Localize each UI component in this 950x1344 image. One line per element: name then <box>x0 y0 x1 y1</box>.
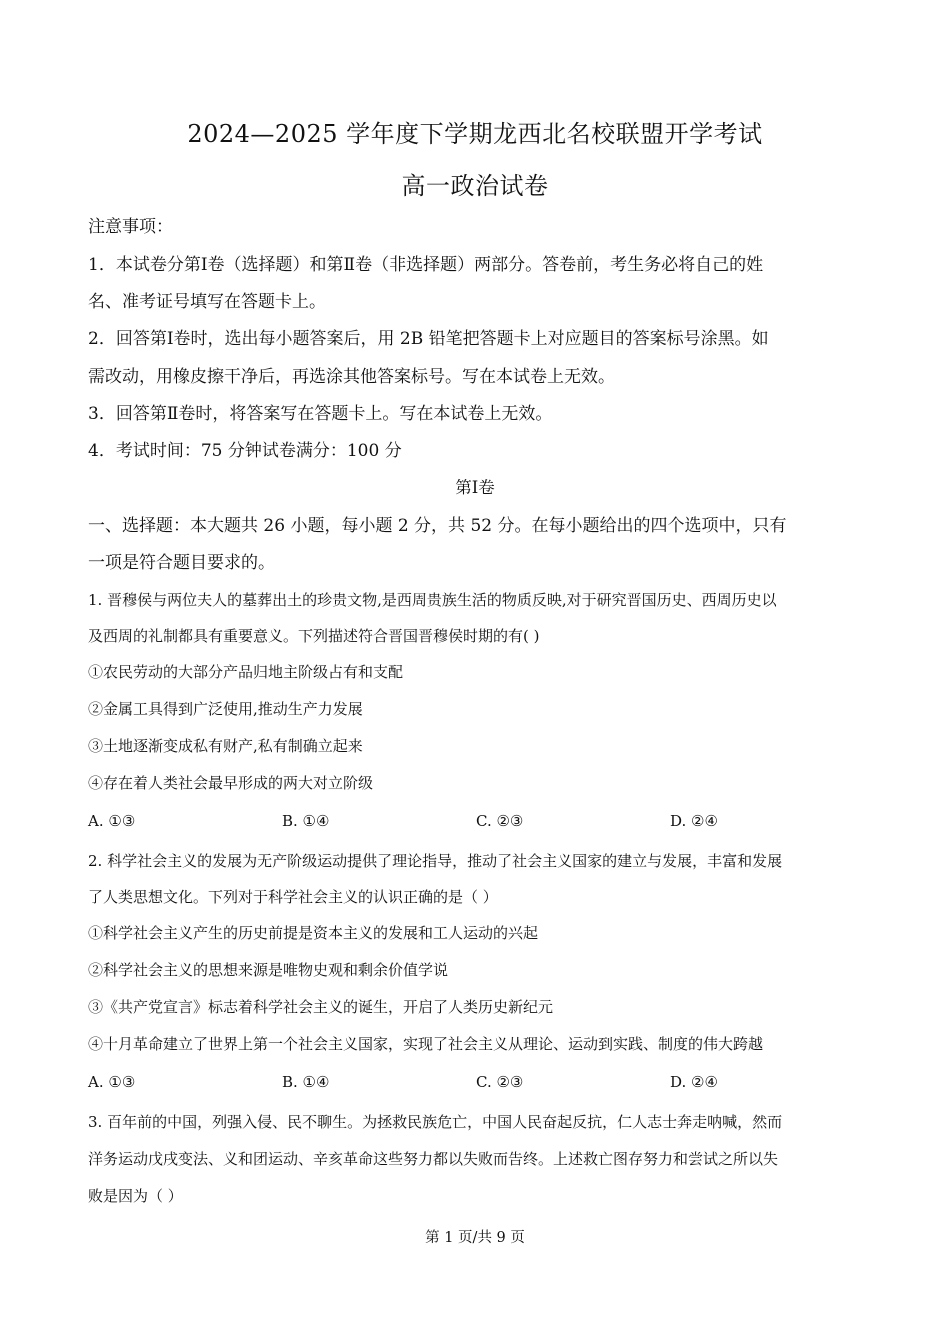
question-2-item: ③《共产党宣言》标志着科学社会主义的诞生，开启了人类历史新纪元 <box>88 998 554 1016</box>
note-line: 2．回答第Ⅰ卷时，选出每小题答案后，用 2B 铅笔把答题卡上对应题目的答案标号涂黑。如 <box>88 329 769 349</box>
question-1-stem: 1. 晋穆侯与两位夫人的墓葬出土的珍贵文物,是西周贵族生活的物质反映,对于研究晋国历史、西周历史以 <box>88 591 777 609</box>
question-1-item: ④存在着人类社会最早形成的两大对立阶级 <box>88 774 374 792</box>
note-line: 1．本试卷分第Ⅰ卷（选择题）和第Ⅱ卷（非选择题）两部分。答卷前，考生务必将自己的姓 <box>88 255 764 275</box>
exam-title: 2024—2025 学年度下学期龙西北名校联盟开学考试 <box>187 120 763 148</box>
question-3-stem: 洋务运动戊戌变法、义和团运动、辛亥革命这些努力都以失败而告终。上述救亡图存努力和尝试之所以失 <box>88 1150 779 1168</box>
question-2-item: ②科学社会主义的思想来源是唯物史观和剩余价值学说 <box>88 961 449 979</box>
option-d[interactable]: D. ②④ <box>670 1073 718 1091</box>
section-instruction: 一、选择题：本大题共 26 小题，每小题 2 分，共 52 分。在每小题给出的四个选项中，只有 <box>88 516 787 536</box>
question-2-item: ④十月革命建立了世界上第一个社会主义国家，实现了社会主义从理论、运动到实践、制度的伟大跨越 <box>88 1035 764 1053</box>
section-label: 第Ⅰ卷 <box>455 478 495 497</box>
section-instruction: 一项是符合题目要求的。 <box>88 553 275 573</box>
question-2-stem: 2. 科学社会主义的发展为无产阶级运动提供了理论指导，推动了社会主义国家的建立与发展，丰富和发展 <box>88 852 783 870</box>
question-1-item: ①农民劳动的大部分产品归地主阶级占有和支配 <box>88 663 404 681</box>
option-a[interactable]: A. ①③ <box>88 1073 136 1091</box>
question-1-item: ②金属工具得到广泛使用,推动生产力发展 <box>88 700 363 718</box>
option-d[interactable]: D. ②④ <box>670 812 718 830</box>
question-1-stem: 及西周的礼制都具有重要意义。下列描述符合晋国晋穆侯时期的有( ) <box>88 627 540 645</box>
question-3-stem: 3. 百年前的中国，列强入侵、民不聊生。为拯救民族危亡，中国人民奋起反抗，仁人志士奔走呐喊，然而 <box>88 1113 783 1131</box>
option-c[interactable]: C. ②③ <box>476 812 524 830</box>
question-2-item: ①科学社会主义产生的历史前提是资本主义的发展和工人运动的兴起 <box>88 924 539 942</box>
page-footer: 第 1 页/共 9 页 <box>425 1230 525 1246</box>
option-b[interactable]: B. ①④ <box>282 1073 330 1091</box>
option-a[interactable]: A. ①③ <box>88 812 136 830</box>
exam-subtitle: 高一政治试卷 <box>401 172 549 200</box>
question-2-stem: 了人类思想文化。下列对于科学社会主义的认识正确的是（ ） <box>88 888 498 906</box>
question-3-stem: 败是因为（ ） <box>88 1187 183 1205</box>
option-c[interactable]: C. ②③ <box>476 1073 524 1091</box>
note-line: 需改动，用橡皮擦干净后，再选涂其他答案标号。写在本试卷上无效。 <box>88 367 615 387</box>
notes-heading: 注意事项： <box>88 217 173 237</box>
note-line: 3．回答第Ⅱ卷时，将答案写在答题卡上。写在本试卷上无效。 <box>88 404 553 424</box>
option-b[interactable]: B. ①④ <box>282 812 330 830</box>
question-1-item: ③土地逐渐变成私有财产,私有制确立起来 <box>88 737 363 755</box>
note-line: 名、准考证号填写在答题卡上。 <box>88 292 326 312</box>
note-line: 4．考试时间：75 分钟试卷满分：100 分 <box>88 441 402 461</box>
